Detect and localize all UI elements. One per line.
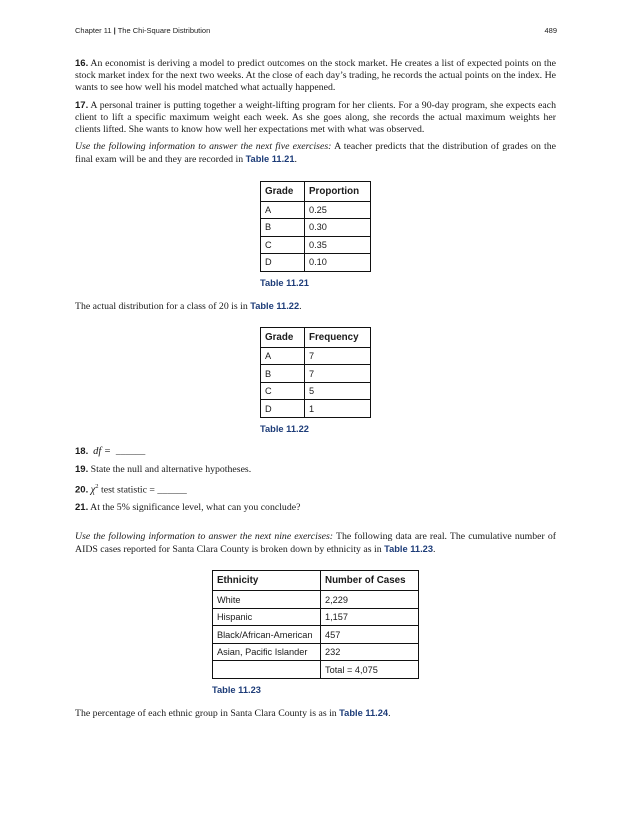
exercise-text: A personal trainer is putting together a weight-lifting program for her clients. For a 90-day program, she expects each client to lift a specific maximum weight each week. As she goes along, she records the actual maximum weights her clients lifted. She wants to know how well her expectations met with what was observed. [75,99,556,136]
exercise-number: 20. [75,484,89,496]
table-link[interactable]: Table 11.21 [245,154,295,165]
exercise-number: 21. [75,501,89,513]
page-header [75,26,557,38]
table-cell: 1,157 [321,608,419,626]
body-text: The actual distribution for a class of 20 is in [75,300,251,312]
actual-distribution-text [75,300,556,313]
exercise-number: 16. [75,58,89,69]
table-cell: C [261,382,305,400]
punctuation: . [388,707,391,719]
table-cell: White [213,591,321,609]
table-cell: Hispanic [213,608,321,626]
column-header: Frequency [305,327,371,347]
exercise-20 [75,481,556,496]
exercise-text: test statistic = ______ [98,484,187,496]
exercise-21 [75,502,556,514]
table-cell: 7 [305,347,371,365]
column-header: Number of Cases [321,571,419,591]
df-formula: df = [93,445,112,457]
column-header: Grade [261,181,305,201]
intro-paragraph-1 [75,141,556,166]
exercise-text: An economist is deriving a model to predict outcomes on the stock market. He creates a list of expected points on the stock market index for the next two weeks. At the close of each day’s trading, he records the actual points on the index. He wants to see how well his model matched what actually happened. [75,58,556,94]
column-header: Proportion [305,181,371,201]
table-row [261,236,371,254]
exercise-19 [75,464,556,476]
table-11-21-wrapper [260,181,556,288]
header-separator: | [113,26,116,35]
table-cell: 0.25 [305,201,371,219]
table-cell: 1 [305,400,371,418]
exercise-18 [75,446,556,458]
punctuation: . [299,300,302,312]
chi-symbol: χ [90,484,96,496]
table-cell: D [261,254,305,272]
intro-text: The following data are real. The cumulative number of AIDS cases reported for Santa Clara County is broken down by ethnicity as in [75,530,556,556]
intro-text: A teacher predicts that the distribution of grades on the final exam will be and they are recorded in [75,141,557,166]
punctuation: . [294,154,297,166]
table-row [213,608,419,626]
superscript: 2 [95,483,99,491]
table-row [261,382,371,400]
table-cell [213,661,321,679]
column-header: Ethnicity [213,571,321,591]
table-cell: 7 [305,365,371,383]
table-cell: 0.10 [305,254,371,272]
table-link[interactable]: Table 11.22 [250,300,300,311]
table-cell: 0.30 [305,219,371,237]
chapter-heading [75,26,210,35]
table-cell: 5 [305,382,371,400]
table-row [261,400,371,418]
table-row [261,201,371,219]
table-cell: B [261,219,305,237]
table-row [261,365,371,383]
table-row [261,219,371,237]
table-cell: A [261,347,305,365]
table-cell: 457 [321,626,419,644]
percentage-text [75,707,556,720]
chapter-title: The Chi-Square Distribution [117,26,211,35]
table-header-row [213,571,419,591]
exercise-text: State the null and alternative hypotheses. [90,464,252,476]
table-11-23-wrapper [212,570,556,695]
table-cell: 2,229 [321,591,419,609]
table-caption: Table 11.23 [212,684,261,695]
exercise-number: 19. [75,464,89,476]
intro-italic: Use the following information to answer the next nine exercises: [75,530,334,542]
table-row [261,347,371,365]
body-text: The percentage of each ethnic group in Santa Clara County is as in [75,707,340,719]
table-row [213,643,419,661]
table-cell: Black/African-American [213,626,321,644]
table-cell: D [261,400,305,418]
intro-italic: Use the following information to answer the next five exercises: [75,141,332,153]
page-content [75,58,556,720]
answer-blank: ______ [115,445,146,457]
table-caption: Table 11.22 [260,423,309,434]
punctuation: . [433,544,436,556]
table-row [213,626,419,644]
table-cell: A [261,201,305,219]
chapter-label: Chapter 11 [75,26,112,35]
exercise-number: 17. [75,99,89,111]
table-cell: Asian, Pacific Islander [213,643,321,661]
table-cell: Total = 4,075 [321,661,419,679]
intro-paragraph-2 [75,531,556,556]
table-header-row [261,181,371,201]
grade-frequency-table [260,327,371,418]
exercise-16 [75,58,556,95]
table-row [261,254,371,272]
table-cell: B [261,365,305,383]
table-link[interactable]: Table 11.23 [384,544,434,555]
exercise-17 [75,100,556,137]
table-cell: 232 [321,643,419,661]
grade-proportion-table [260,181,371,272]
table-header-row [261,327,371,347]
ethnicity-cases-table [212,570,419,679]
page-number: 489 [544,26,557,35]
table-11-22-wrapper [260,327,556,434]
table-total-row [213,661,419,679]
column-header: Grade [261,327,305,347]
table-link[interactable]: Table 11.24 [339,707,389,718]
table-row [213,591,419,609]
exercise-number: 18. [75,445,89,457]
table-cell: C [261,236,305,254]
table-cell: 0.35 [305,236,371,254]
exercise-text: At the 5% significance level, what can you conclude? [90,501,301,513]
table-caption: Table 11.21 [260,277,309,288]
